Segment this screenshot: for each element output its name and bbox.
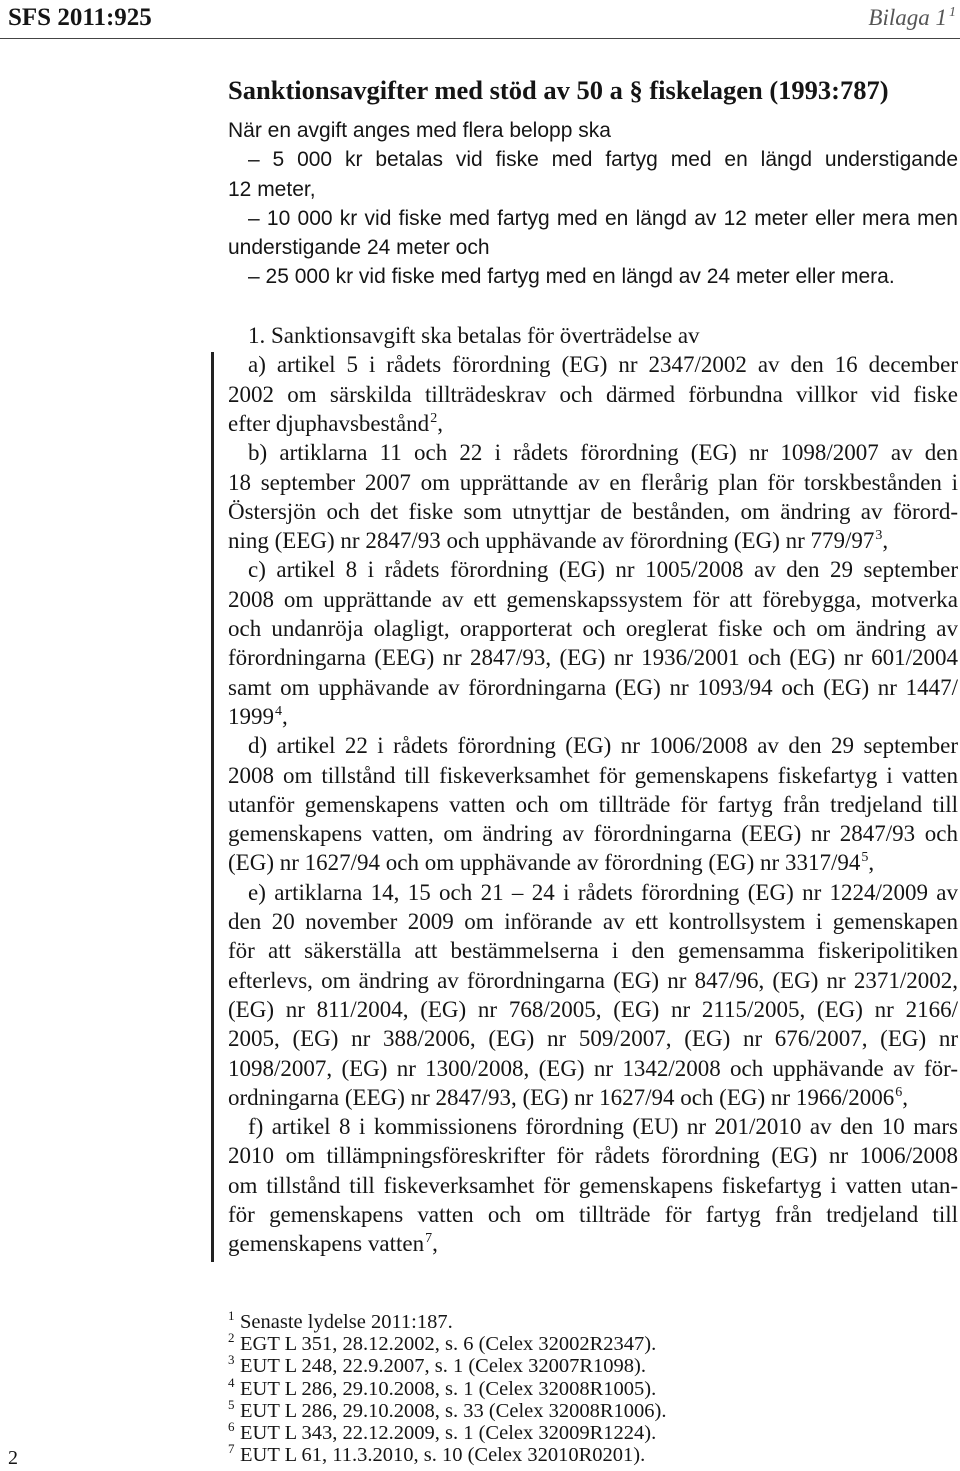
footnote	[228, 1330, 667, 1356]
text-line: utanför gemenskapens vatten och om tillträde för fartyg från tredjeland till	[228, 791, 958, 817]
footnote-number: 2	[228, 1330, 235, 1346]
appendix-label	[868, 4, 956, 36]
text-line: 1. Sanktionsavgift ska betalas för överträdelse av	[248, 323, 700, 349]
text-line: gemenskapens vatten, om ändring av förordningarna (EEG) nr 2847/93 och	[228, 821, 958, 847]
footnote-text: Senaste lydelse 2011:187.	[240, 1311, 453, 1333]
intro-block	[228, 116, 958, 292]
text-line: 2008 om tillstånd till fiskeverksamhet för gemenskapens fiskefartyg i vatten	[228, 762, 958, 788]
footnote-text: EGT L 351, 28.12.2002, s. 6 (Celex 32002R2347).	[240, 1333, 657, 1356]
footnote	[228, 1374, 667, 1400]
text-line: 2005, (EG) nr 388/2006, (EG) nr 509/2007, (EG) nr 676/2007, (EG) nr	[228, 1026, 958, 1052]
text-line: för att säkerställa att bestämmelserna i den gemensamma fiskeripolitiken	[228, 938, 958, 964]
text-line-content: ordningarna (EEG) nr 2847/93, (EG) nr 1627/94 och (EG) nr 1966/2006	[228, 1084, 895, 1110]
page-number: 2	[8, 1447, 18, 1469]
footnote-number: 3	[228, 1352, 235, 1368]
page-title: Sanktionsavgifter med stöd av 50 a § fiskelagen (1993:787)	[228, 75, 889, 105]
text-line: förordningarna (EEG) nr 2847/93, (EG) nr 1936/2001 och (EG) nr 601/2004	[228, 645, 958, 671]
text-line-punctuation: ,	[432, 1231, 438, 1257]
text-line: efterlevs, om ändring av förordningarna (EG) nr 847/96, (EG) nr 2371/2002,	[228, 967, 958, 993]
footnote-text: EUT L 61, 11.3.2010, s. 10 (Celex 32010R0201).	[240, 1444, 646, 1467]
body-text	[228, 116, 958, 1259]
text-line-content: gemenskapens vatten	[228, 1231, 425, 1257]
text-line: – 25 000 kr vid fiske med fartyg med en längd av 24 meter eller mera.	[248, 265, 895, 289]
section-paragraph	[228, 321, 958, 350]
text-line: (EG) nr 811/2004, (EG) nr 768/2005, (EG) nr 2115/2005, (EG) nr 2166/	[228, 996, 958, 1022]
text-line: När en avgift anges med flera belopp ska	[228, 119, 611, 142]
text-line-punctuation: ,	[282, 703, 288, 729]
footnote-number: 7	[228, 1441, 235, 1457]
text-line	[228, 526, 958, 555]
text-line: den 20 november 2009 om införande av ett kontrollsystem i gemenskapen	[228, 909, 958, 935]
footnote	[228, 1418, 667, 1444]
footnote-number: 1	[228, 1308, 235, 1323]
text-line: 2010 om tillämpningsföreskrifter för rådets förordning (EG) nr 1006/2008	[228, 1143, 958, 1169]
text-line: om tillstånd till fiskeverksamhet för gemenskapens fiskefartyg i vatten utan-	[228, 1172, 958, 1198]
footnote	[228, 1308, 667, 1333]
change-bar	[211, 352, 214, 1262]
text-line: och undanröja olagligt, orapporterat och oreglerat fiske och om ändring av	[228, 616, 958, 642]
text-line	[228, 848, 958, 877]
text-line: 1098/2007, (EG) nr 1300/2008, (EG) nr 1342/2008 och upphävande av för-	[228, 1055, 958, 1081]
footnote-ref: 7	[425, 1231, 433, 1247]
footnote-text: EUT L 248, 22.9.2007, s. 1 (Celex 32007R1098).	[240, 1355, 646, 1378]
footnote	[228, 1441, 667, 1467]
text-line-content: 1999	[228, 703, 274, 729]
text-line-content: (EG) nr 1627/94 och om upphävande av förordning (EG) nr 3317/94	[228, 850, 861, 876]
footnote-ref: 5	[861, 850, 869, 866]
text-line: f) artikel 8 i kommissionens förordning (EU) nr 201/2010 av den 10 mars	[248, 1114, 958, 1140]
intro-paragraph	[228, 116, 958, 145]
intro-paragraph	[228, 145, 958, 204]
footnote-ref: 4	[275, 703, 282, 719]
footnotes	[228, 1308, 667, 1467]
footnote-text: EUT L 286, 29.10.2008, s. 33 (Celex 32008R1006).	[240, 1399, 667, 1422]
text-line-content: ning (EEG) nr 2847/93 och upphävande av förordning (EG) nr 779/97	[228, 528, 875, 554]
text-line-punctuation: ,	[882, 528, 889, 554]
footnote-ref: 2	[430, 410, 438, 426]
text-line: 2002 om särskilda tillträdeskrav och därmed förbundna villkor vid fiske	[228, 381, 958, 407]
text-line-punctuation: ,	[902, 1084, 908, 1110]
text-line: c) artikel 8 i rådets förordning (EG) nr 1005/2008 av den 29 september	[248, 557, 958, 583]
text-line-punctuation: ,	[868, 850, 875, 876]
text-line: b) artiklarna 11 och 22 i rådets förordning (EG) nr 1098/2007 av den	[248, 440, 958, 466]
footnote-ref: 1	[949, 5, 956, 20]
text-line	[228, 702, 958, 731]
text-line: understigande 24 meter och	[228, 236, 490, 260]
section-paragraph	[228, 350, 958, 438]
section-paragraph	[228, 555, 958, 731]
text-line: samt om upphävande av förordningarna (EG) nr 1093/94 och (EG) nr 1447/	[228, 674, 958, 700]
footnote-text: EUT L 286, 29.10.2008, s. 1 (Celex 32008R1005).	[240, 1377, 657, 1400]
text-line	[228, 409, 958, 438]
text-line: Östersjön och det fiske som utnyttjar de bestånden, om ändring av förord-	[228, 498, 958, 524]
text-line	[228, 1229, 958, 1258]
footnote-number: 6	[228, 1418, 235, 1434]
intro-paragraph	[228, 262, 958, 291]
sfs-number: SFS 2011:925	[8, 4, 152, 31]
footnote-text: EUT L 343, 22.12.2009, s. 1 (Celex 32009R1224).	[240, 1421, 657, 1444]
footnote-number: 4	[228, 1374, 235, 1390]
section-paragraph	[228, 878, 958, 1112]
appendix-label-text: Bilaga 1	[868, 5, 947, 30]
text-line-punctuation: ,	[437, 410, 443, 436]
footnote	[228, 1352, 667, 1378]
text-line: – 10 000 kr vid fiske med fartyg med en längd av 12 meter eller mera men	[248, 206, 958, 230]
section-paragraph	[228, 731, 958, 877]
text-line: för gemenskapens vatten och om tillträde för fartyg från tredjeland till	[228, 1201, 958, 1227]
section-paragraph	[228, 438, 958, 555]
text-line: 2008 om upprättande av ett gemenskapssystem för att förebygga, motverka	[228, 586, 958, 612]
header-rule	[0, 38, 960, 39]
section-block	[228, 321, 958, 1259]
text-line: 18 september 2007 om upprättande av en flerårig plan för torskbestånden i	[228, 469, 958, 495]
text-line-content: efter djuphavsbestånd	[228, 410, 430, 436]
intro-paragraph	[228, 204, 958, 263]
footnote-number: 5	[228, 1396, 235, 1412]
section-paragraph	[228, 1112, 958, 1258]
footnote-ref: 6	[895, 1084, 903, 1100]
text-line	[228, 1083, 958, 1112]
text-line: a) artikel 5 i rådets förordning (EG) nr 2347/2002 av den 16 december	[248, 352, 958, 378]
footnote	[228, 1396, 667, 1422]
text-line: 12 meter,	[228, 177, 316, 201]
text-line: e) artiklarna 14, 15 och 21 – 24 i rådets förordning (EG) nr 1224/2009 av	[248, 879, 958, 905]
footnote-ref: 3	[875, 528, 883, 544]
text-line: – 5 000 kr betalas vid fiske med fartyg med en längd understigande	[248, 148, 958, 172]
text-line: d) artikel 22 i rådets förordning (EG) nr 1006/2008 av den 29 september	[248, 733, 958, 759]
